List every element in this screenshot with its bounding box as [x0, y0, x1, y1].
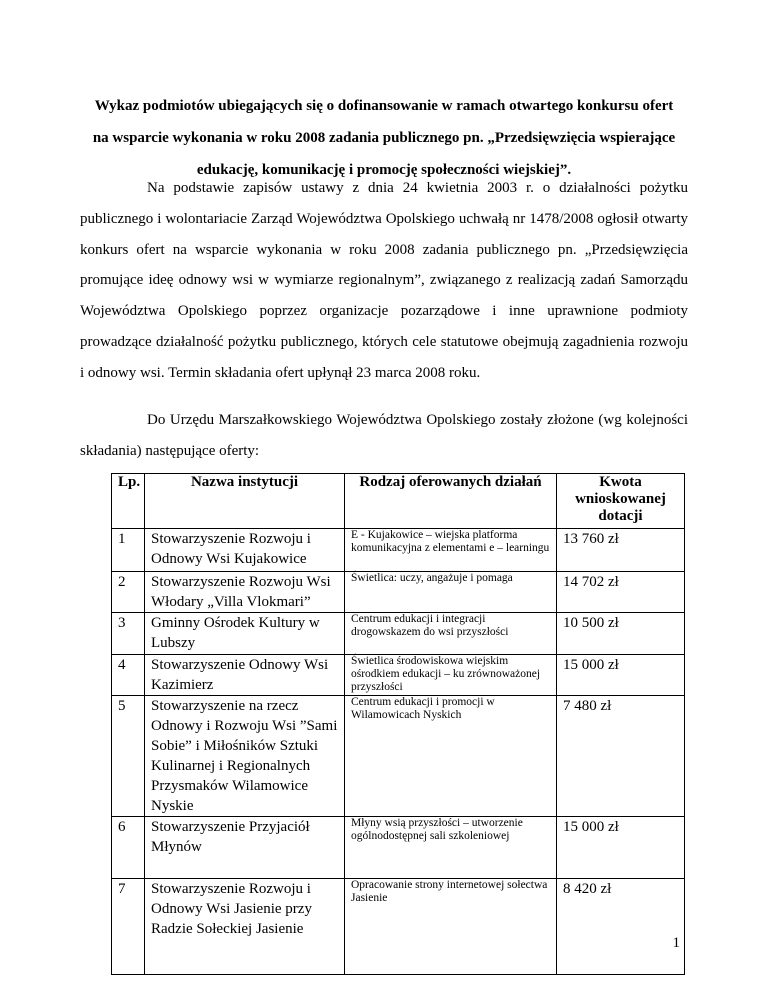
- table-row: [112, 655, 685, 696]
- page-title: Wykaz podmiotów ubiegających się o dofinansowanie w ramach otwartego konkursu ofert na wsparcie wykonania w roku 2008 zadania publicznego pn. „Przedsięwzięcia wspierające edukację, komunikację i promocję społeczności wiejskiej”.: [92, 98, 676, 178]
- table-row: [112, 817, 685, 879]
- row-lp: 6: [112, 817, 145, 879]
- row-activities: Młyny wsią przyszłości – utworzenie ogólnodostępnej sali szkoleniowej: [345, 817, 557, 879]
- table-row: [112, 613, 685, 655]
- page-number: 1: [672, 935, 680, 951]
- row-lp: 1: [112, 529, 145, 572]
- row-activities: E - Kujakowice – wiejska platforma komunikacyjna z elementami e – learningu: [345, 529, 557, 572]
- header-activities: Rodzaj oferowanych działań: [345, 474, 557, 529]
- row-amount: 15 000 zł: [557, 817, 685, 879]
- table-header-row: [112, 474, 685, 529]
- row-name: Stowarzyszenie na rzecz Odnowy i Rozwoju Wsi ”Sami Sobie” i Miłośników Sztuki Kulinarnej i Regionalnych Przysmaków Wilamowice Nyskie: [145, 696, 345, 817]
- row-lp: 3: [112, 613, 145, 655]
- row-lp: 4: [112, 655, 145, 696]
- row-amount: 13 760 zł: [557, 529, 685, 572]
- table-row: [112, 572, 685, 613]
- row-activities: Świetlica środowiskowa wiejskim ośrodkiem edukacji – ku zrównoważonej przyszłości: [345, 655, 557, 696]
- header-name: Nazwa instytucji: [145, 474, 345, 529]
- table-row: [112, 529, 685, 572]
- row-name: Gminny Ośrodek Kultury w Lubszy: [145, 613, 345, 655]
- row-activities: Centrum edukacji i integracji drogowskazem do wsi przyszłości: [345, 613, 557, 655]
- row-name: Stowarzyszenie Rozwoju i Odnowy Wsi Kujakowice: [145, 529, 345, 572]
- row-amount: 14 702 zł: [557, 572, 685, 613]
- header-amount: Kwota wnioskowanej dotacji: [557, 474, 685, 529]
- offers-intro-paragraph: Do Urzędu Marszałkowskiego Województwa Opolskiego zostały złożone (wg kolejności składania) następujące oferty:: [80, 412, 688, 459]
- row-lp: 7: [112, 879, 145, 975]
- row-activities: Centrum edukacji i promocji w Wilamowicach Nyskich: [345, 696, 557, 817]
- row-name: Stowarzyszenie Przyjaciół Młynów: [145, 817, 345, 879]
- row-name: Stowarzyszenie Rozwoju i Odnowy Wsi Jasienie przy Radzie Sołeckiej Jasienie: [145, 879, 345, 975]
- row-name: Stowarzyszenie Rozwoju Wsi Włodary „Villa Vlokmari”: [145, 572, 345, 613]
- row-lp: 2: [112, 572, 145, 613]
- row-lp: 5: [112, 696, 145, 817]
- row-activities: Opracowanie strony internetowej sołectwa Jasienie: [345, 879, 557, 975]
- offers-table: [111, 473, 685, 975]
- row-amount: 7 480 zł: [557, 696, 685, 817]
- row-activities: Świetlica: uczy, angażuje i pomaga: [345, 572, 557, 613]
- row-name: Stowarzyszenie Odnowy Wsi Kazimierz: [145, 655, 345, 696]
- row-amount: 15 000 zł: [557, 655, 685, 696]
- intro-paragraph: Na podstawie zapisów ustawy z dnia 24 kwietnia 2003 r. o działalności pożytku publicznego i wolontariacie Zarząd Województwa Opolskiego uchwałą nr 1478/2008 ogłosił otwarty konkurs ofert na wsparcie wykonania w roku 2008 zadania publicznego pn. „Przedsięwzięcia promujące ideę odnowy wsi w wymiarze regionalnym”, związanego z realizacją zadań Samorządu Województwa Opolskiego poprzez organizacje pozarządowe i inne uprawnione podmioty prowadzące działalność pożytku publicznego, których cele statutowe obejmują zagadnienia rozwoju i odnowy wsi. Termin składania ofert upłynął 23 marca 2008 roku.: [80, 180, 688, 381]
- header-lp: Lp.: [112, 474, 145, 529]
- row-amount: 8 420 zł: [557, 879, 685, 975]
- table-row: [112, 696, 685, 817]
- row-amount: 10 500 zł: [557, 613, 685, 655]
- table-row: [112, 879, 685, 975]
